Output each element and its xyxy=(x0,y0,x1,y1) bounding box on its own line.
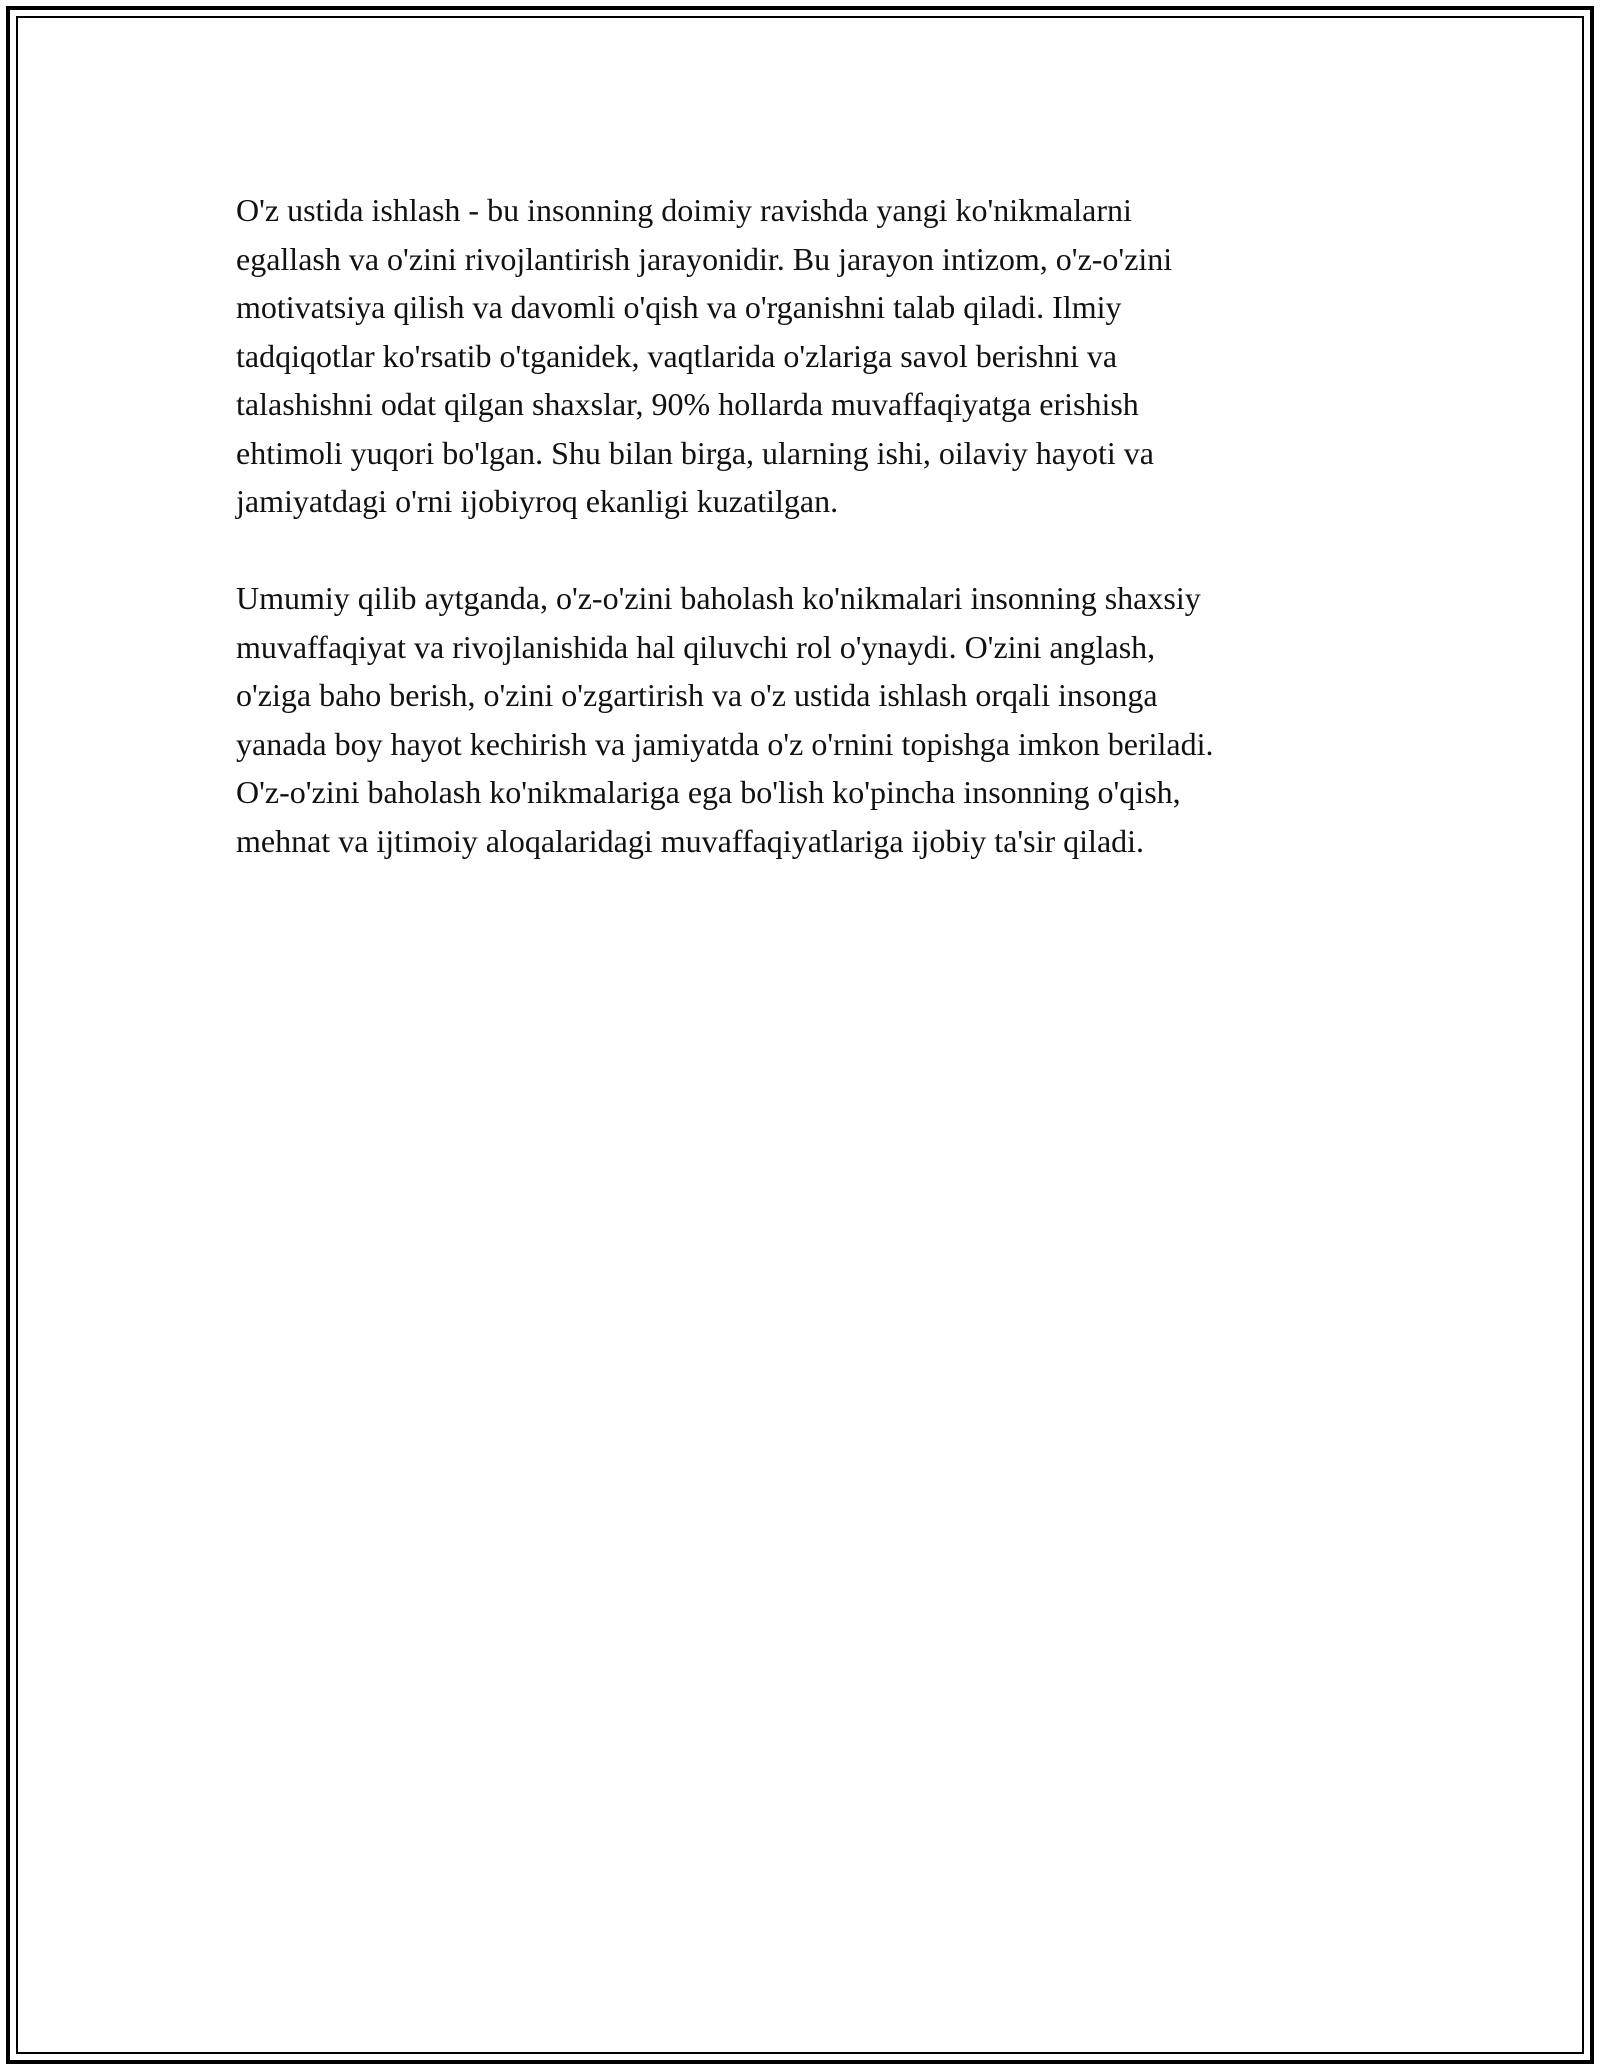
text-line: yanada boy hayot kechirish va jamiyatda o'z o'rnini topishga imkon beriladi. xyxy=(236,725,1214,762)
text-line: muvaffaqiyat va rivojlanishida hal qiluvchi rol o'ynaydi. O'zini anglash, xyxy=(236,628,1156,665)
paragraph-2 xyxy=(236,574,1386,865)
text-line: egallash va o'zini rivojlantirish jarayonidir. Bu jarayon intizom, o'z-o'zini xyxy=(236,240,1173,277)
text-line: mehnat va ijtimoiy aloqalaridagi muvaffaqiyatlariga ijobiy ta'sir qiladi. xyxy=(236,822,1145,859)
text-line: o'ziga baho berish, o'zini o'zgartirish va o'z ustida ishlash orqali insonga xyxy=(236,677,1158,713)
text-line: motivatsiya qilish va davomli o'qish va o'rganishni talab qiladi. Ilmiy xyxy=(236,289,1122,325)
text-line: Umumiy qilib aytganda, o'z-o'zini baholash ko'nikmalari insonning shaxsiy xyxy=(236,580,1201,616)
document-body xyxy=(236,186,1386,914)
text-line: talashishni odat qilgan shaxslar, 90% hollarda muvaffaqiyatga erishish xyxy=(236,386,1139,422)
text-line: ehtimoli yuqori bo'lgan. Shu bilan birga, ularning ishi, oilaviy hayoti va xyxy=(236,434,1154,471)
paragraph-1 xyxy=(236,186,1386,526)
text-line: O'z ustida ishlash - bu insonning doimiy ravishda yangi ko'nikmalarni xyxy=(236,192,1132,228)
text-line: O'z-o'zini baholash ko'nikmalariga ega bo'lish ko'pincha insonning o'qish, xyxy=(236,774,1181,810)
text-line: tadqiqotlar ko'rsatib o'tganidek, vaqtlarida o'zlariga savol berishni va xyxy=(236,337,1118,374)
text-line: jamiyatdagi o'rni ijobiyroq ekanligi kuzatilgan. xyxy=(236,483,839,519)
